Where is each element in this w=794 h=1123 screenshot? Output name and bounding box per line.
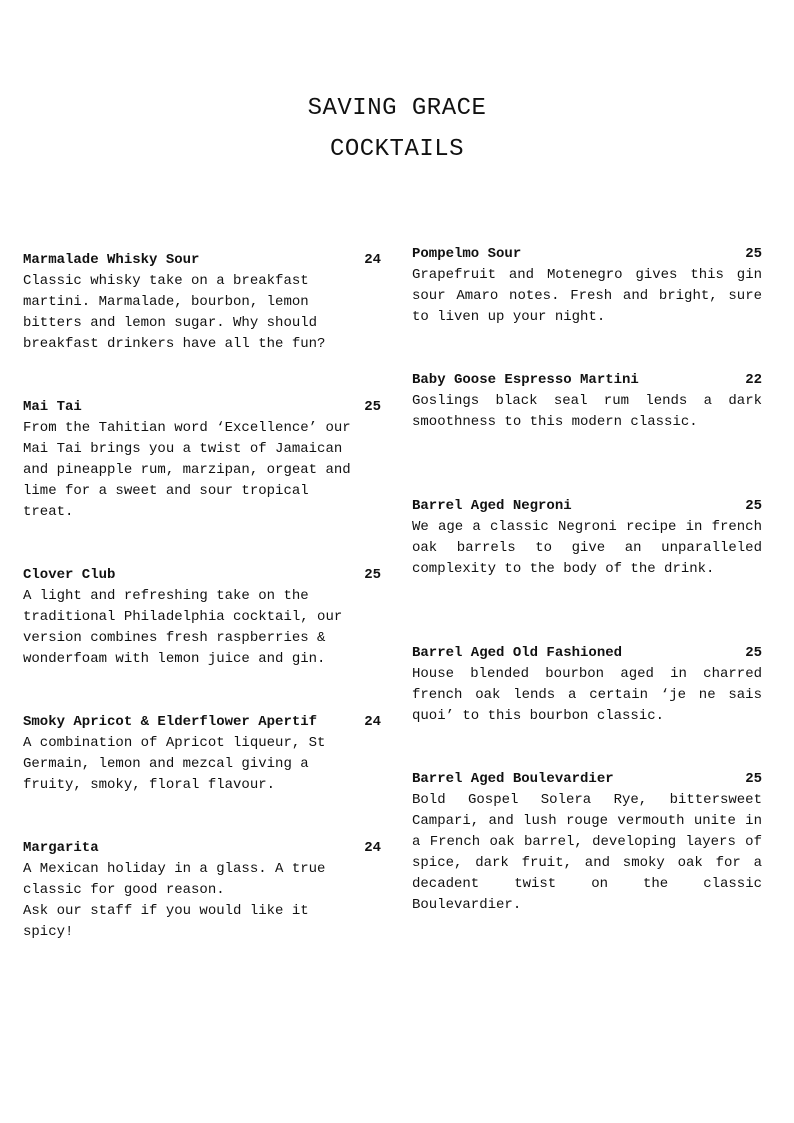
item-description: A combination of Apricot liqueur, St Germain, lemon and mezcal giving a fruity, smoky, floral flavour. — [23, 735, 326, 793]
item-price: 25 — [745, 645, 762, 661]
title-line-1: SAVING GRACE — [307, 95, 487, 122]
item-name: Barrel Aged Boulevardier — [412, 771, 614, 787]
item-name: Clover Club — [23, 567, 116, 583]
item-description: Classic whisky take on a breakfast martini. Marmalade, bourbon, lemon bitters and lemon sugar. Why should breakfast drinkers have all the fun? — [23, 273, 326, 352]
item-price: 25 — [745, 246, 762, 262]
item-price: 25 — [745, 498, 762, 514]
item-price: 25 — [364, 399, 381, 415]
item-name: Baby Goose Espresso Martini — [412, 372, 639, 388]
menu-item — [23, 250, 381, 355]
item-name: Barrel Aged Old Fashioned — [412, 645, 623, 661]
item-name: Smoky Apricot & Elderflower Apertif — [23, 714, 318, 730]
menu-item — [412, 496, 762, 580]
menu-item — [412, 769, 762, 916]
item-name: Marmalade Whisky Sour — [23, 252, 200, 268]
title-line-2: COCKTAILS — [329, 136, 465, 163]
item-description: From the Tahitian word ‘Excellence’ our Mai Tai brings you a twist of Jamaican and pineapple rum, marzipan, orgeat and lime for a sweet and sour tropical treat. — [23, 420, 351, 520]
menu-item — [23, 397, 381, 523]
menu-item — [23, 712, 381, 796]
item-description: A Mexican holiday in a glass. A true classic for good reason. Ask our staff if you would like it spicy! — [23, 861, 326, 940]
menu-item — [412, 370, 762, 433]
item-description: Goslings black seal rum lends a dark smoothness to this modern classic. — [412, 393, 762, 430]
menu-item — [412, 244, 762, 328]
item-description: Bold Gospel Solera Rye, bittersweet Campari, and lush rouge vermouth unite in a French oak barrel, developing layers of spice, dark fruit, and smoky oak for a decadent twist on the classic Boulevardier. — [412, 792, 762, 913]
item-price: 25 — [364, 567, 381, 583]
item-description: We age a classic Negroni recipe in french oak barrels to give an unparalleled complexity to the body of the drink. — [412, 519, 762, 577]
menu-item — [412, 643, 762, 727]
item-price: 24 — [364, 840, 381, 856]
item-price: 24 — [364, 714, 381, 730]
menu-item — [23, 838, 381, 943]
menu-title — [0, 88, 794, 170]
menu-item — [23, 565, 381, 670]
item-price: 22 — [745, 372, 762, 388]
item-description: Grapefruit and Motenegro gives this gin sour Amaro notes. Fresh and bright, sure to liven up your night. — [412, 267, 762, 325]
item-name: Margarita — [23, 840, 99, 856]
item-name: Mai Tai — [23, 399, 82, 415]
item-name: Barrel Aged Negroni — [412, 498, 572, 514]
item-description: House blended bourbon aged in charred french oak lends a certain ‘je ne sais quoi’ to this bourbon classic. — [412, 666, 762, 724]
item-name: Pompelmo Sour — [412, 246, 522, 262]
item-price: 25 — [745, 771, 762, 787]
item-description: A light and refreshing take on the traditional Philadelphia cocktail, our version combines fresh raspberries & wonderfoam with lemon juice and gin. — [23, 588, 343, 667]
item-price: 24 — [364, 252, 381, 268]
